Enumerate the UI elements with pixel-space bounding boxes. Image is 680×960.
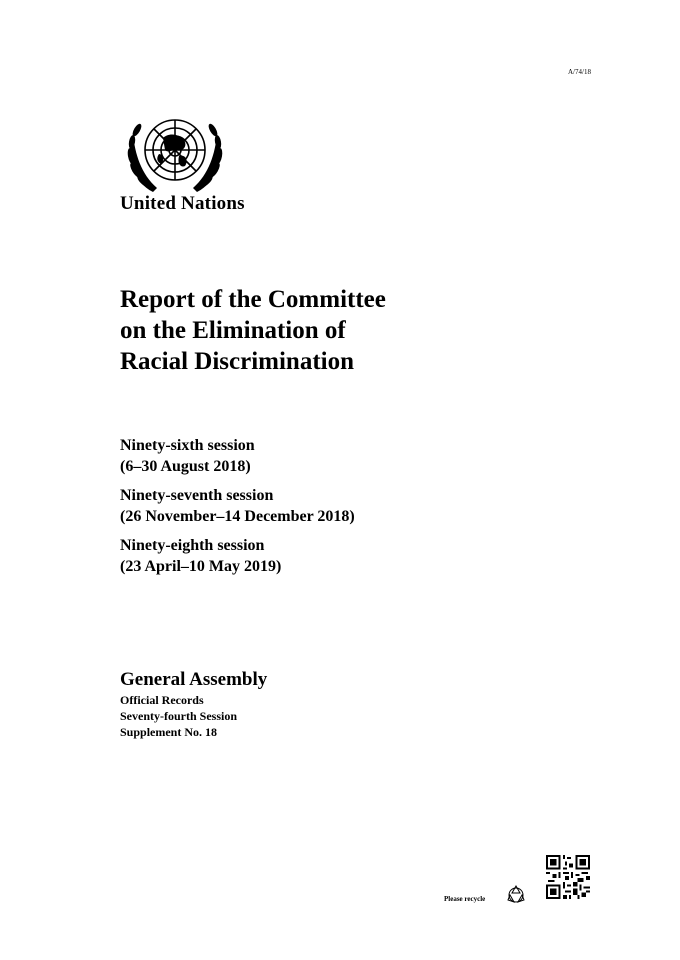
title-line: Report of the Committee — [120, 286, 386, 313]
session-name: Ninety-sixth session — [120, 437, 255, 454]
session-name: Ninety-eighth session — [120, 537, 265, 554]
session-dates: (6–30 August 2018) — [120, 458, 251, 475]
qr-code-icon — [546, 855, 590, 899]
document-symbol: A/74/18 — [568, 68, 591, 76]
general-assembly-block — [120, 668, 267, 740]
session-item — [120, 535, 355, 577]
session-dates: (23 April–10 May 2019) — [120, 558, 282, 575]
session-name: Ninety-seventh session — [120, 487, 274, 504]
report-title — [120, 284, 540, 377]
title-line: Racial Discrimination — [120, 348, 355, 375]
session-item — [120, 435, 355, 477]
session-number-line: Seventy-fourth Session — [120, 709, 238, 723]
title-line: on the Elimination of — [120, 317, 346, 344]
session-item — [120, 485, 355, 527]
recycle-text: Please recycle — [444, 895, 486, 903]
official-records-line: Official Records — [120, 693, 204, 707]
session-dates: (26 November–14 December 2018) — [120, 508, 355, 525]
un-emblem-icon — [123, 108, 227, 196]
session-list — [120, 435, 355, 585]
supplement-line: Supplement No. 18 — [120, 725, 218, 739]
general-assembly-name: General Assembly — [120, 669, 268, 690]
recycle-icon — [506, 884, 526, 904]
organization-name: United Nations — [120, 193, 245, 214]
